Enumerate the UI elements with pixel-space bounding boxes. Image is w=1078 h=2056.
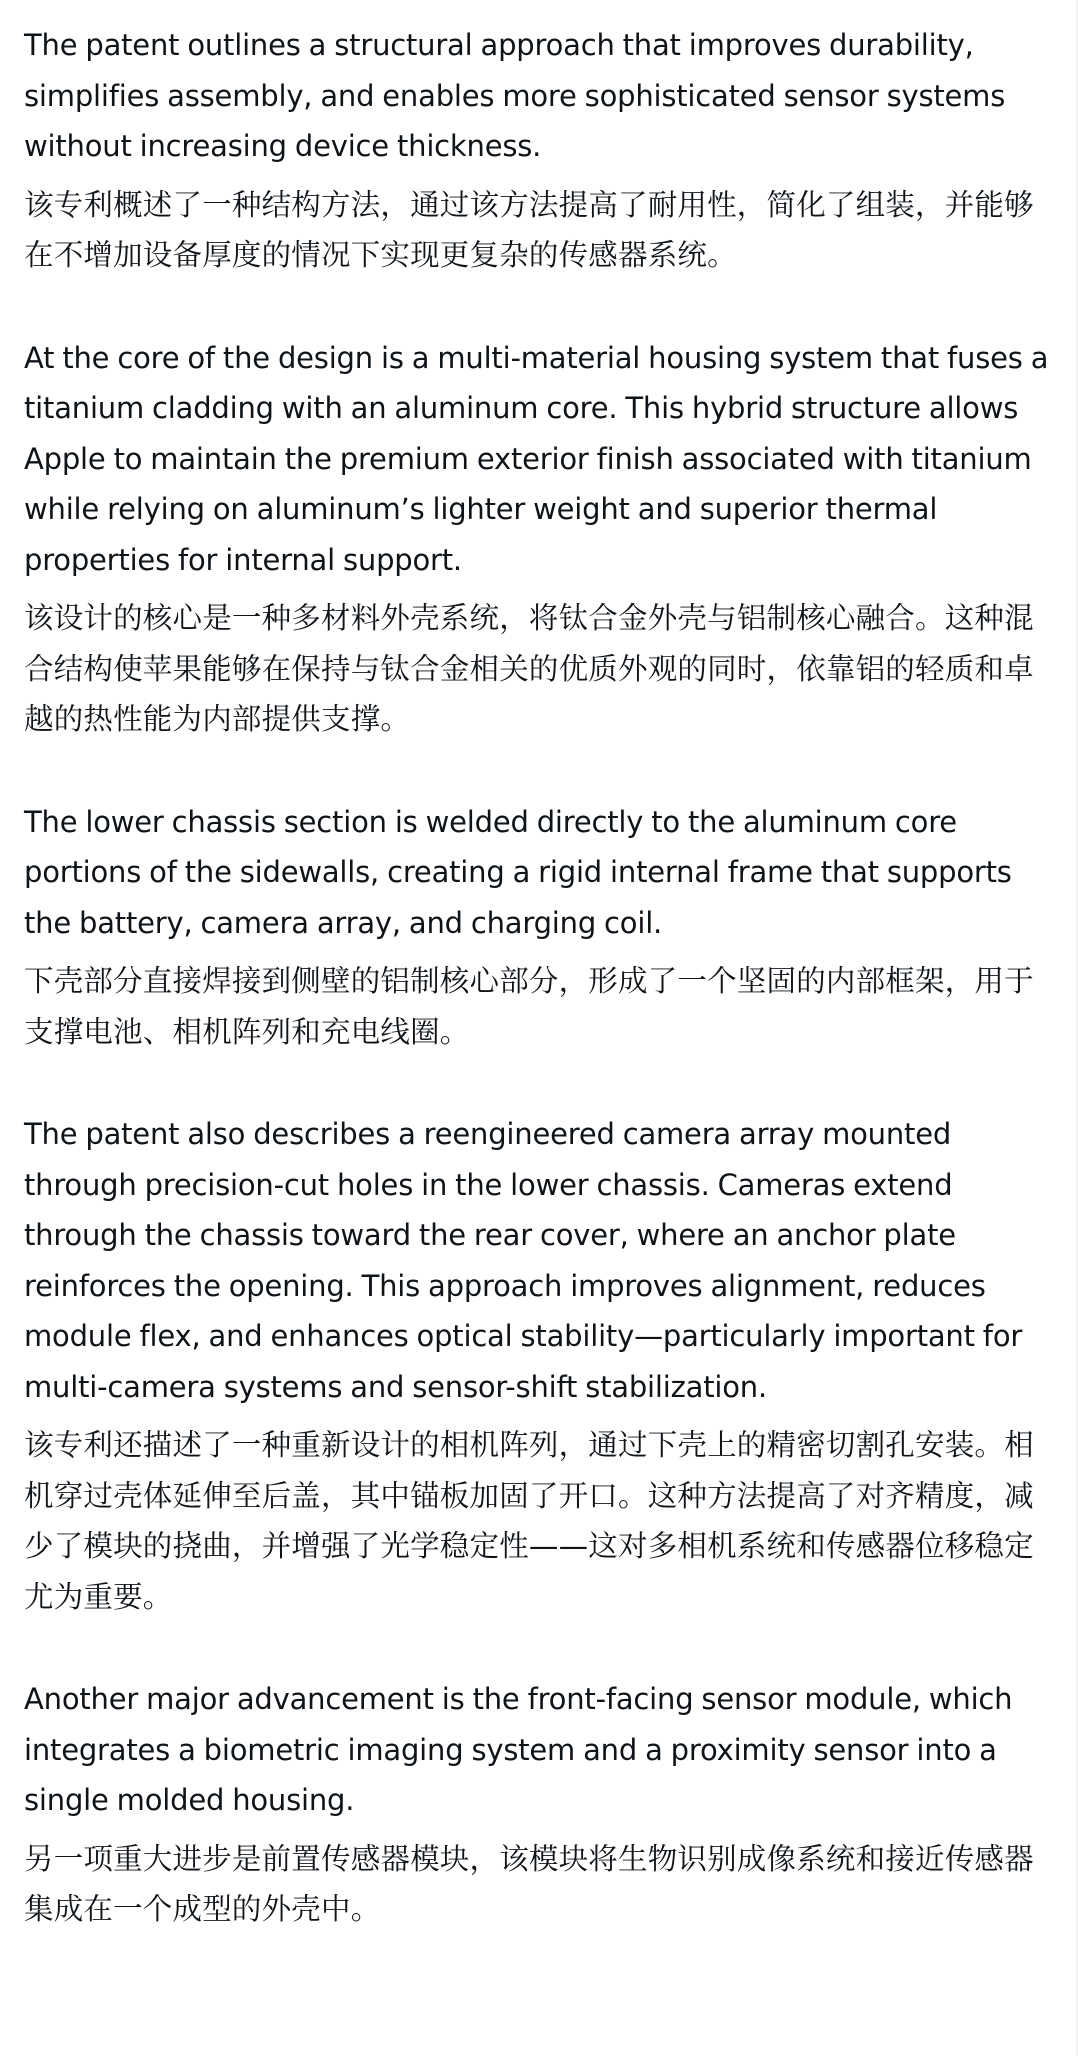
article-body [24, 20, 1054, 1935]
paragraph-english: The patent outlines a structural approach that improves durability, simplifies assembly, and enables more sophisticated sensor systems without increasing device thickness. [24, 28, 1006, 163]
paragraph-english: Another major advancement is the front-facing sensor module, which integrates a biometric imaging system and a proximity sensor into a single molded housing. [24, 1682, 1013, 1817]
paragraph-spacer [24, 745, 1054, 797]
paragraph-2 [24, 333, 1054, 745]
paragraph-spacer [24, 281, 1054, 333]
paragraph-1 [24, 20, 1054, 281]
paragraph-spacer [24, 1622, 1054, 1674]
paragraph-spacer [24, 1057, 1054, 1109]
paragraph-english: At the core of the design is a multi-material housing system that fuses a titanium cladding with an aluminum core. This hybrid structure allows Apple to maintain the premium exterior finish associated with titanium while relying on aluminum’s lighter weight and superior thermal properties for internal support. [24, 340, 1049, 577]
paragraph-english: The lower chassis section is welded directly to the aluminum core portions of the sidewalls, creating a rigid internal frame that supports the battery, camera array, and charging coil. [24, 804, 1012, 940]
paragraph-chinese: 下壳部分直接焊接到侧壁的铝制核心部分，形成了一个坚固的内部框架，用于支撑电池、相机阵列和充电线圈。 [24, 964, 1034, 1049]
paragraph-chinese: 另一项重大进步是前置传感器模块，该模块将生物识别成像系统和接近传感器集成在一个成型的外壳中。 [24, 1841, 1034, 1926]
paragraph-5 [24, 1674, 1054, 1935]
paragraph-chinese: 该专利概述了一种结构方法，通过该方法提高了耐用性，简化了组装，并能够在不增加设备厚度的情况下实现更复杂的传感器系统。 [24, 187, 1034, 272]
paragraph-4 [24, 1109, 1054, 1622]
paragraph-english: The patent also describes a reengineered camera array mounted through precision-cut holes in the lower chassis. Cameras extend through the chassis toward the rear cover, where an anchor plate reinforces the opening. This approach improves alignment, reduces module flex, and enhances optical stability—particularly important for multi-camera systems and sensor-shift stabilization. [24, 1117, 1023, 1404]
paragraph-3 [24, 797, 1054, 1058]
paragraph-chinese: 该专利还描述了一种重新设计的相机阵列，通过下壳上的精密切割孔安装。相机穿过壳体延伸至后盖，其中锚板加固了开口。这种方法提高了对齐精度，减少了模块的挠曲，并增强了光学稳定性——这对多相机系统和传感器位移稳定尤为重要。 [24, 1428, 1034, 1614]
paragraph-chinese: 该设计的核心是一种多材料外壳系统，将钛合金外壳与铝制核心融合。这种混合结构使苹果能够在保持与钛合金相关的优质外观的同时，依靠铝的轻质和卓越的热性能为内部提供支撑。 [24, 601, 1034, 736]
